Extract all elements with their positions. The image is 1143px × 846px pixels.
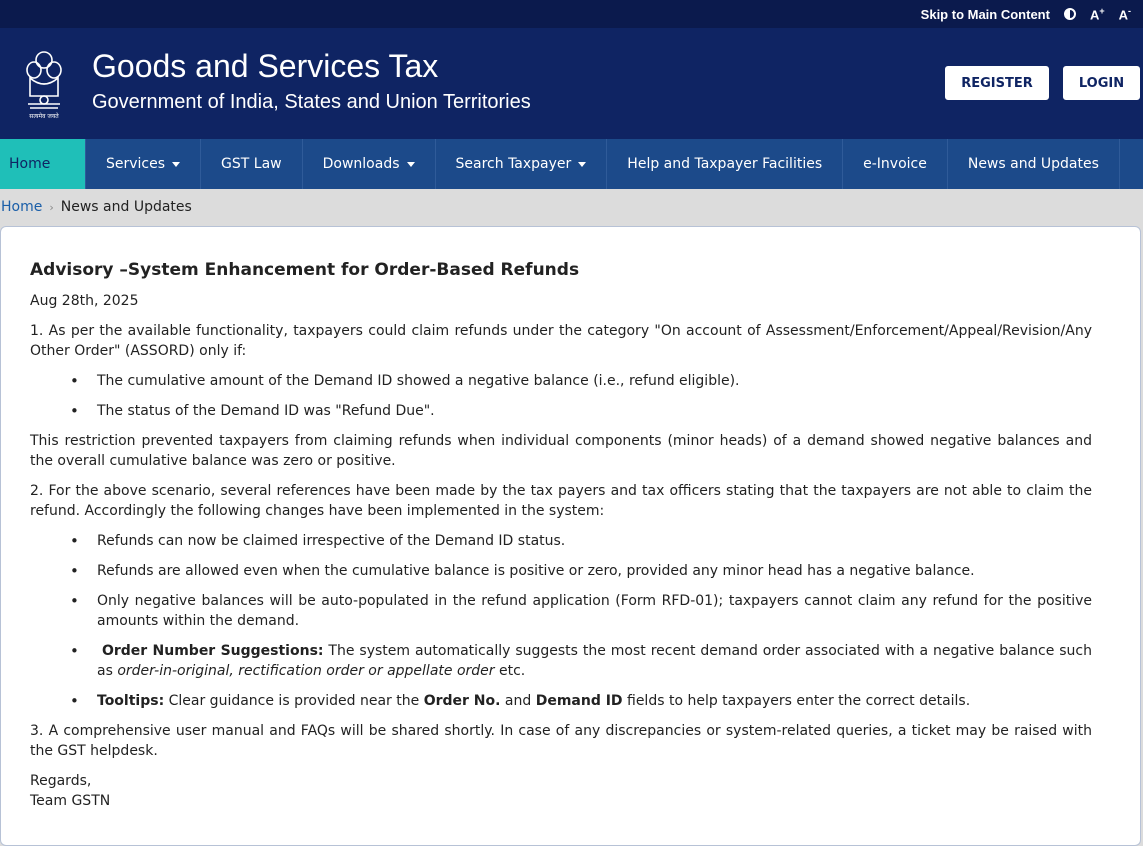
chevron-right-icon: › <box>49 200 54 214</box>
site-title: Goods and Services Tax <box>92 48 439 84</box>
site-header <box>0 28 1143 139</box>
national-emblem-icon <box>20 47 68 121</box>
skip-to-main-content-link[interactable]: Skip to Main Content <box>920 6 1050 22</box>
list-item-tooltips: • Tooltips: Clear guidance is provided near the Order No. and Demand ID fields to help taxpayers enter the correct details. <box>97 691 1092 711</box>
breadcrumb-current: News and Updates <box>60 199 192 215</box>
article-regards: Regards, <box>30 773 92 789</box>
font-increase-button[interactable]: A+ <box>1089 5 1105 23</box>
list-item: • The status of the Demand ID was "Refund Due". <box>97 401 1092 421</box>
auth-buttons <box>945 66 1140 100</box>
utility-bar <box>0 0 1143 28</box>
breadcrumb-home-link[interactable]: Home <box>1 199 43 215</box>
article-list-2 <box>30 531 1092 711</box>
article-paragraph-4: 3. A comprehensive user manual and FAQs will be shared shortly. In case of any discrepancies or system-related queries, a ticket may be raised with the GST helpdesk. <box>30 723 1092 759</box>
login-button[interactable]: LOGIN <box>1063 66 1140 100</box>
site-titles <box>92 48 531 114</box>
article-title: Advisory –System Enhancement for Order-Based Refunds <box>30 260 580 280</box>
nav-e-invoice[interactable]: e-Invoice <box>843 139 948 189</box>
site-subtitle: Government of India, States and Union Territories <box>92 91 531 113</box>
nav-downloads[interactable]: Downloads <box>303 139 436 189</box>
nav-gst-law[interactable]: GST Law <box>201 139 303 189</box>
article-signature: Team GSTN <box>30 793 111 809</box>
nav-services[interactable]: Services <box>86 139 201 189</box>
list-item: • Only negative balances will be auto-populated in the refund application (Form RFD-01); taxpayers cannot claim any refund for the positive amounts within the demand. <box>97 591 1092 631</box>
nav-search-taxpayer[interactable]: Search Taxpayer <box>436 139 608 189</box>
article-paragraph-1: 1. As per the available functionality, taxpayers could claim refunds under the category "On account of Assessment/Enforcement/Appeal/Revision/Any Other Order" (ASSORD) only if: <box>30 323 1092 359</box>
font-decrease-button[interactable]: A- <box>1118 5 1131 23</box>
caret-down-icon <box>172 162 180 167</box>
article-paragraph-3: 2. For the above scenario, several references have been made by the tax payers and tax officers stating that the taxpayers are not able to claim the refund. Accordingly the following changes have been implemented in the system: <box>30 483 1092 519</box>
list-item: • The cumulative amount of the Demand ID showed a negative balance (i.e., refund eligible). <box>97 371 1092 391</box>
article-date: Aug 28th, 2025 <box>30 293 139 309</box>
caret-down-icon <box>407 162 415 167</box>
list-item-order-suggestions: • Order Number Suggestions: The system automatically suggests the most recent demand order associated with a negative balance such as order-in-original, rectification order or appellate order etc. <box>97 641 1092 681</box>
nav-home[interactable]: Home <box>0 139 86 189</box>
contrast-toggle-icon[interactable] <box>1064 8 1076 20</box>
caret-down-icon <box>578 162 586 167</box>
list-item: • Refunds can now be claimed irrespective of the Demand ID status. <box>97 531 1092 551</box>
register-button[interactable]: REGISTER <box>945 66 1049 100</box>
article-paragraph-2: This restriction prevented taxpayers from claiming refunds when individual components (minor heads) of a demand showed negative balances and the overall cumulative balance was zero or positive. <box>30 433 1092 469</box>
article-card <box>0 226 1141 846</box>
breadcrumb <box>0 189 1143 225</box>
article-list-1 <box>30 371 1092 421</box>
nav-news-updates[interactable]: News and Updates <box>948 139 1120 189</box>
nav-help-taxpayer-facilities[interactable]: Help and Taxpayer Facilities <box>607 139 843 189</box>
emblem-caption: सत्यमेव जयते <box>29 112 59 120</box>
main-nav <box>0 139 1143 189</box>
list-item: • Refunds are allowed even when the cumulative balance is positive or zero, provided any minor head has a negative balance. <box>97 561 1092 581</box>
